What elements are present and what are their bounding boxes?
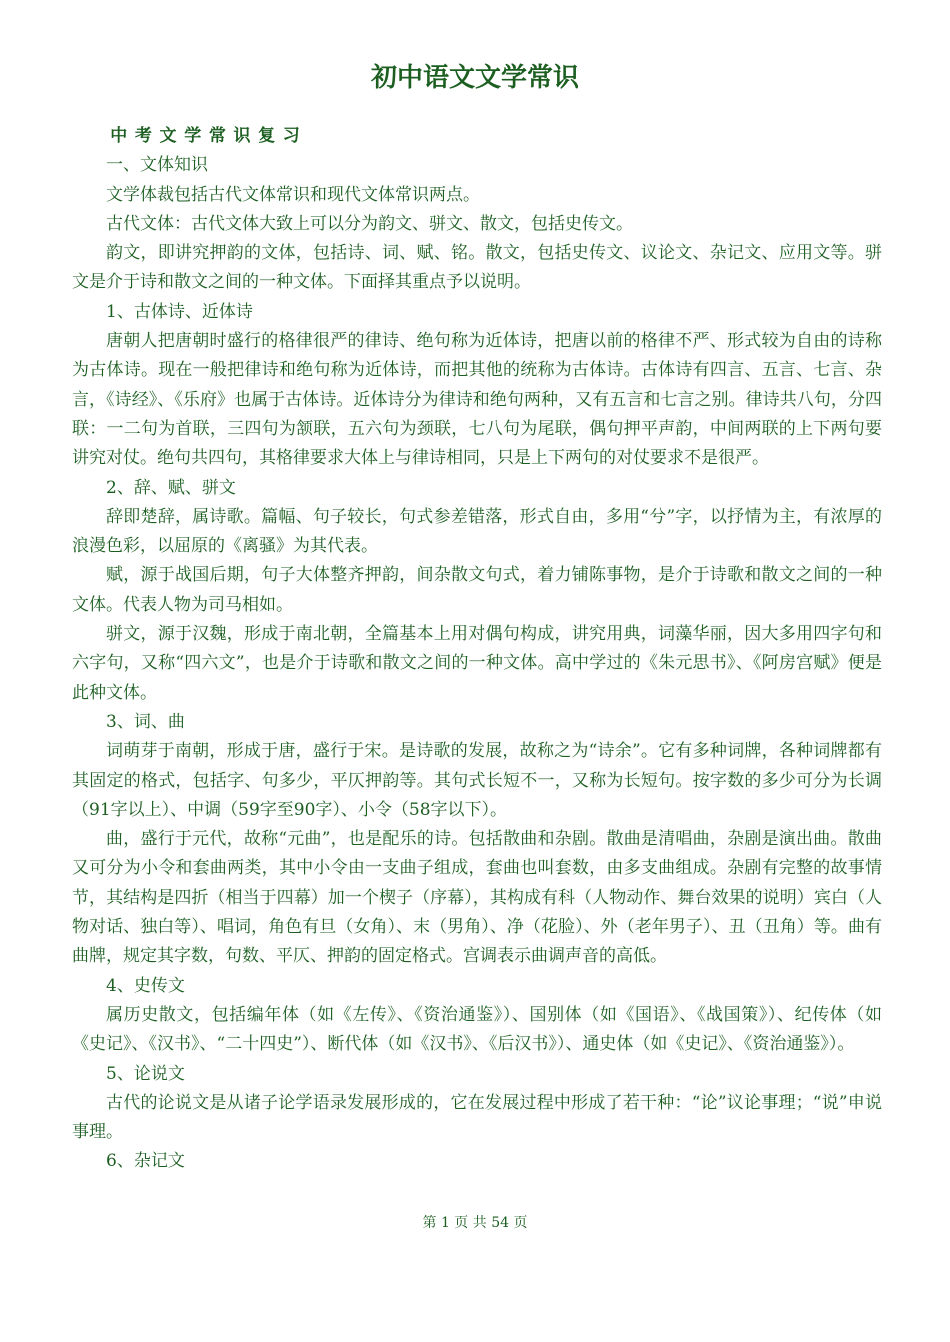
- heading-argumentative: 5、论说文: [106, 1063, 185, 1084]
- paragraph: 骈文，源于汉魏，形成于南北朝，全篇基本上用对偶句构成，讲究用典，词藻华丽，因大多用四字句和六字句，又称“四六文”，也是介于诗歌和散文之间的一种文体。高中学过的《朱元思书》、《阿房宫赋》便是此种文体。: [72, 624, 882, 703]
- document-title: 初中语文文学常识: [370, 63, 579, 93]
- paragraph: 唐朝人把唐朝时盛行的格律很严的律诗、绝句称为近体诗，把唐以前的格律不严、形式较为自由的诗称为古体诗。现在一般把律诗和绝句称为近体诗，而把其他的统称为古体诗。古体诗有四言、五言、七言、杂言，《诗经》、《乐府》也属于古体诗。近体诗分为律诗和绝句两种，又有五言和七言之别。律诗共八句，分四联：一二句为首联，三四句为颔联，五六句为颈联，七八句为尾联，偶句押平声韵，中间两联的上下两句要讲究对仗。绝句共四句，其格律要求大体上与律诗相同，只是上下两句的对仗要求不是很严。: [72, 331, 882, 469]
- paragraph: 古代文体：古代文体大致上可以分为韵文、骈文、散文，包括史传文。: [106, 213, 633, 234]
- paragraph: 古代的论说文是从诸子论学语录发展形成的，它在发展过程中形成了若干种：“论”议论事理；“说”申说事理。: [72, 1092, 882, 1143]
- heading-ci-qu: 3、词、曲: [106, 711, 185, 732]
- paragraph: 曲，盛行于元代，故称“元曲”，也是配乐的诗。包括散曲和杂剧。散曲是清唱曲，杂剧是演出曲。散曲又可分为小令和套曲两类，其中小令由一支曲子组成，套曲也叫套数，由多支曲组成。杂剧有完整的故事情节，其结构是四折（相当于四幕）加一个楔子（序幕），其构成有科（人物动作、舞台效果的说明）宾白（人物对话、独白等）、唱词，角色有旦（女角）、末（男角）、净（花脸）、外（老年男子）、丑（丑角）等。曲有曲牌，规定其字数，句数、平仄、押韵的固定格式。宫调表示曲调声音的高低。: [72, 829, 882, 967]
- document-body: [72, 122, 882, 1177]
- paragraph: 词萌芽于南朝，形成于唐，盛行于宋。是诗歌的发展，故称之为“诗余”。它有多种词牌，各种词牌都有其固定的格式，包括字、句多少，平仄押韵等。其句式长短不一，又称为长短句。按字数的多少可分为长调（91字以上）、中调（59字至90字）、小令（58字以下）。: [72, 741, 882, 820]
- paragraph: 属历史散文，包括编年体（如《左传》、《资治通鉴》）、国别体（如《国语》、《战国策》）、纪传体（如《史记》、《汉书》、“二十四史”）、断代体（如《汉书》、《后汉书》）、通史体（如《史记》、《资治通鉴》）。: [72, 1004, 882, 1055]
- heading-ci-fu-pianwen: 2、辞、赋、骈文: [106, 477, 236, 498]
- heading-genre-knowledge: 一、文体知识: [106, 155, 208, 176]
- paragraph: 文学体裁包括古代文体常识和现代文体常识两点。: [106, 184, 480, 205]
- paragraph: 赋，源于战国后期，句子大体整齐押韵，间杂散文句式，着力铺陈事物，是介于诗歌和散文之间的一种文体。代表人物为司马相如。: [72, 565, 882, 615]
- paragraph: 辞即楚辞，属诗歌。篇幅、句子较长，句式参差错落，形式自由，多用“兮”字，以抒情为主，有浓厚的浪漫色彩，以屈原的《离骚》为其代表。: [72, 506, 882, 557]
- heading-ancient-poetry: 1、古体诗、近体诗: [106, 301, 253, 322]
- paragraph: 韵文，即讲究押韵的文体，包括诗、词、赋、铭。散文，包括史传文、议论文、杂记文、应用文等。骈文是介于诗和散文之间的一种文体。下面择其重点予以说明。: [72, 243, 882, 293]
- section-subhead: 中考文学常识复习: [110, 126, 308, 146]
- heading-miscellaneous: 6、杂记文: [106, 1151, 185, 1172]
- page-number-footer: 第 1 页 共 54 页: [422, 1215, 528, 1231]
- heading-historical-prose: 4、史传文: [106, 975, 185, 996]
